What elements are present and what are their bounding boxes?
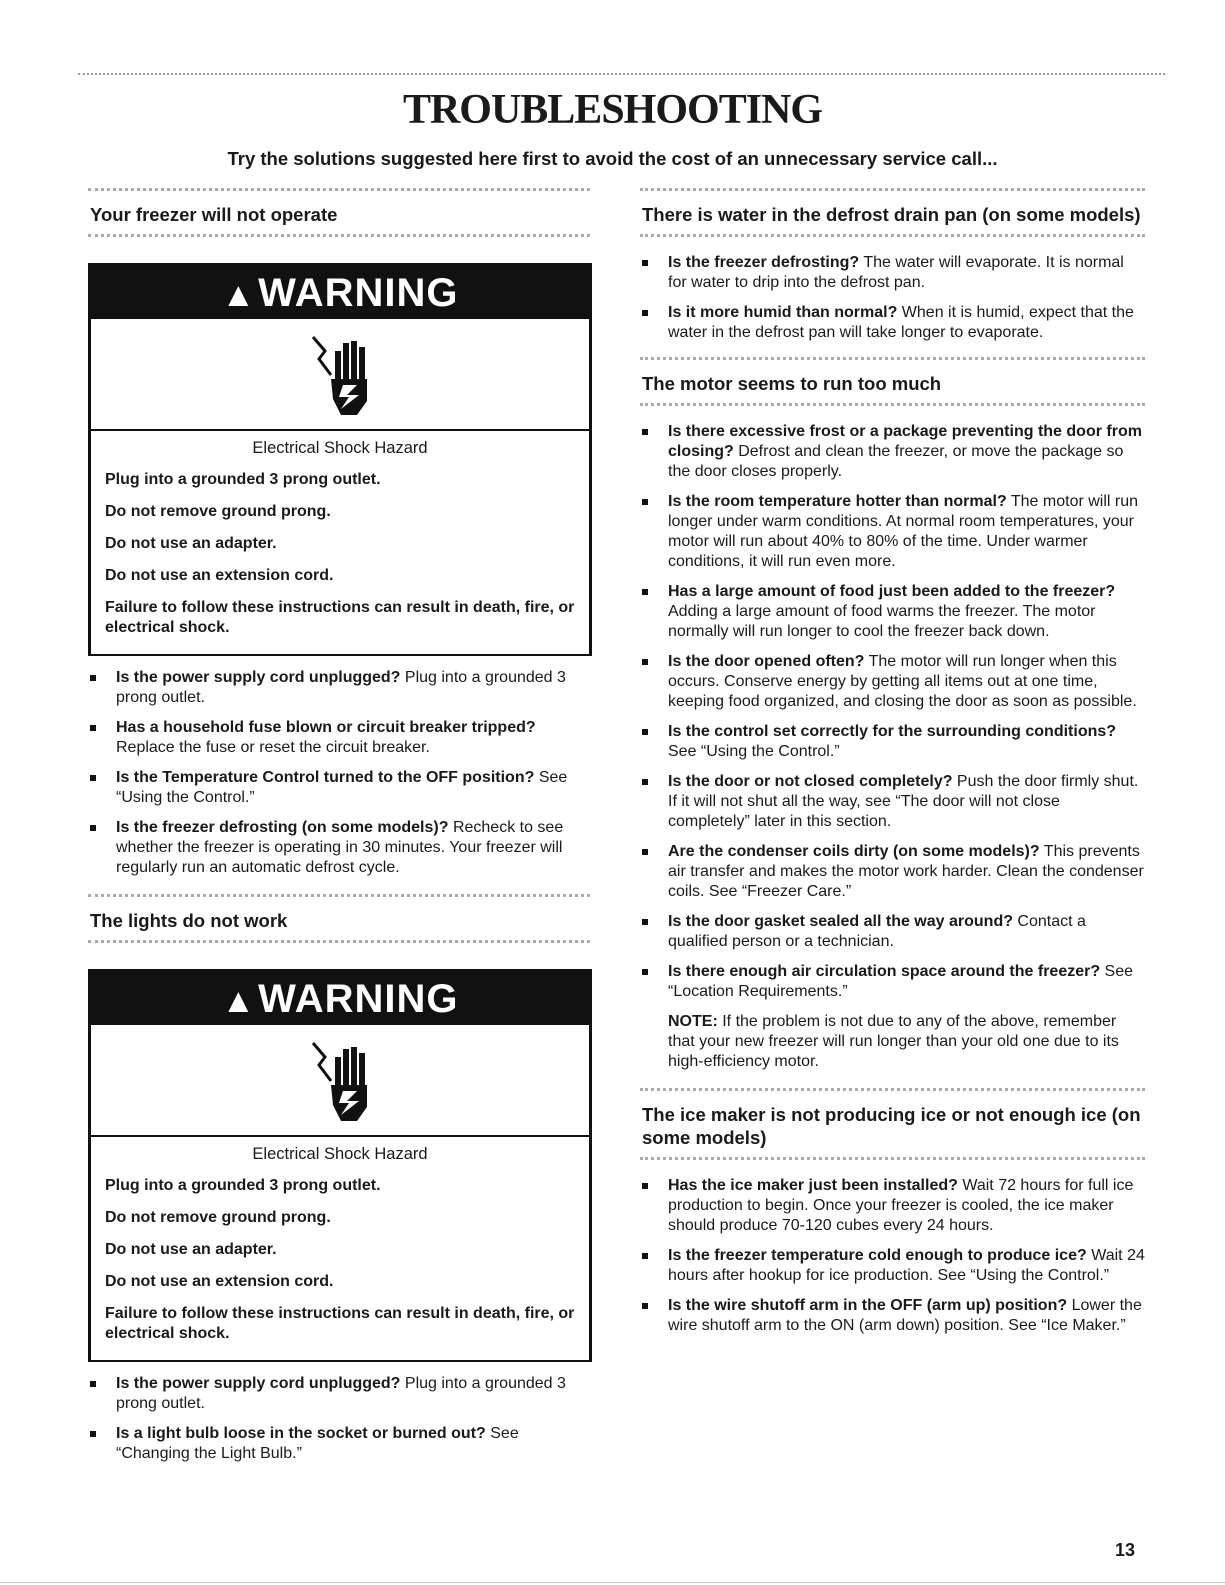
left-column	[88, 188, 590, 1474]
list-item: Is a light bulb loose in the socket or burned out? See “Changing the Light Bulb.”	[88, 1424, 590, 1464]
warning-line: Plug into a grounded 3 prong outlet.	[105, 471, 381, 488]
section-heading: The ice maker is not producing ice or not enough ice (on some models)	[640, 1088, 1145, 1160]
list-item: Is there enough air circulation space around the freezer? See “Location Requirements.”	[640, 962, 1145, 1002]
list-item: Is the room temperature hotter than normal? The motor will run longer under warm conditions. At normal room temperatures, your motor will run about 40% to 80% of the time. Under warmer conditions, it will run even more.	[640, 492, 1145, 572]
bullet-list	[640, 1176, 1145, 1336]
section-heading: The lights do not work	[88, 894, 590, 943]
list-item: Is the door gasket sealed all the way around? Contact a qualified person or a technician.	[640, 912, 1145, 952]
warning-line: Failure to follow these instructions can result in death, fire, or electrical shock.	[105, 1305, 575, 1342]
list-item: Is the power supply cord unplugged? Plug into a grounded 3 prong outlet.	[88, 1374, 590, 1414]
list-item: Is the Temperature Control turned to the OFF position? See “Using the Control.”	[88, 768, 590, 808]
warning-triangle-icon: ▲	[221, 982, 257, 1020]
hazard-title: Electrical Shock Hazard	[252, 439, 428, 457]
warning-triangle-icon: ▲	[221, 276, 257, 314]
electrical-shock-icon	[91, 319, 589, 431]
list-item: Are the condenser coils dirty (on some models)? This prevents air transfer and makes the motor work harder. Clean the condenser coils. See “Freezer Care.”	[640, 842, 1145, 902]
hazard-title: Electrical Shock Hazard	[252, 1145, 428, 1163]
section-heading: Your freezer will not operate	[88, 188, 590, 237]
warning-line: Do not use an extension cord.	[105, 567, 334, 584]
warning-header	[91, 971, 589, 1025]
electrical-shock-icon	[91, 1025, 589, 1137]
warning-body	[91, 1137, 589, 1360]
list-item: Is the control set correctly for the surrounding conditions? See “Using the Control.”	[640, 722, 1145, 762]
bullet-list	[88, 668, 590, 878]
section-heading: The motor seems to run too much	[640, 357, 1145, 406]
page-subtitle: Try the solutions suggested here first to avoid the cost of an unnecessary service call...	[227, 148, 998, 169]
bottom-rule	[0, 1582, 1225, 1583]
page-title: TROUBLESHOOTING	[402, 87, 823, 133]
warning-label: WARNING	[258, 271, 459, 315]
warning-label: WARNING	[258, 977, 459, 1021]
bullet-list	[640, 422, 1145, 1002]
warning-line: Do not use an adapter.	[105, 535, 277, 552]
list-item: Has a large amount of food just been added to the freezer? Adding a large amount of food warms the freezer. The motor normally will run longer to cool the freezer back down.	[640, 582, 1145, 642]
list-item: Is the freezer defrosting (on some models)? Recheck to see whether the freezer is operating in 30 minutes. Your freezer will regularly run an automatic defrost cycle.	[88, 818, 590, 878]
list-item: Has a household fuse blown or circuit breaker tripped? Replace the fuse or reset the circuit breaker.	[88, 718, 590, 758]
warning-line: Do not use an extension cord.	[105, 1273, 334, 1290]
section-heading: There is water in the defrost drain pan (on some models)	[640, 188, 1145, 237]
list-item: Is the freezer defrosting? The water will evaporate. It is normal for water to drip into the defrost pan.	[640, 253, 1145, 293]
warning-line: Plug into a grounded 3 prong outlet.	[105, 1177, 381, 1194]
bullet-list	[88, 1374, 590, 1464]
warning-header	[91, 265, 589, 319]
warning-line: Do not remove ground prong.	[105, 503, 331, 520]
list-item: Is there excessive frost or a package preventing the door from closing? Defrost and clean the freezer, or move the package so the door closes properly.	[640, 422, 1145, 482]
note-label: NOTE:	[668, 1013, 718, 1030]
warning-body	[91, 431, 589, 654]
list-item: Has the ice maker just been installed? Wait 72 hours for full ice production to begin. Once your freezer is cooled, the ice maker should produce 70-120 cubes every 24 hours.	[640, 1176, 1145, 1236]
list-item: Is the door or not closed completely? Push the door firmly shut. If it will not shut all the way, see “The door will not close completely” later in this section.	[640, 772, 1145, 832]
warning-line: Do not remove ground prong.	[105, 1209, 331, 1226]
right-column	[640, 188, 1145, 1346]
page-number: 13	[1114, 1540, 1135, 1560]
list-item: Is it more humid than normal? When it is humid, expect that the water in the defrost pan will take longer to evaporate.	[640, 303, 1145, 343]
list-item: Is the freezer temperature cold enough to produce ice? Wait 24 hours after hookup for ice production. See “Using the Control.”	[640, 1246, 1145, 1286]
list-item: Is the wire shutoff arm in the OFF (arm up) position? Lower the wire shutoff arm to the ON (arm down) position. See “Ice Maker.”	[640, 1296, 1145, 1336]
list-item: Is the door opened often? The motor will run longer when this occurs. Conserve energy by getting all items out at one time, keeping food organized, and closing the door as soon as possible.	[640, 652, 1145, 712]
bullet-list	[640, 253, 1145, 343]
list-item: Is the power supply cord unplugged? Plug into a grounded 3 prong outlet.	[88, 668, 590, 708]
warning-box	[88, 263, 592, 656]
warning-box	[88, 969, 592, 1362]
warning-line: Do not use an adapter.	[105, 1241, 277, 1258]
top-dotted-rule	[78, 73, 1165, 75]
warning-line: Failure to follow these instructions can result in death, fire, or electrical shock.	[105, 599, 575, 636]
note	[640, 1012, 1145, 1072]
note-text: If the problem is not due to any of the above, remember that your new freezer will run longer than your old one due to its high-efficiency motor.	[668, 1013, 1119, 1070]
